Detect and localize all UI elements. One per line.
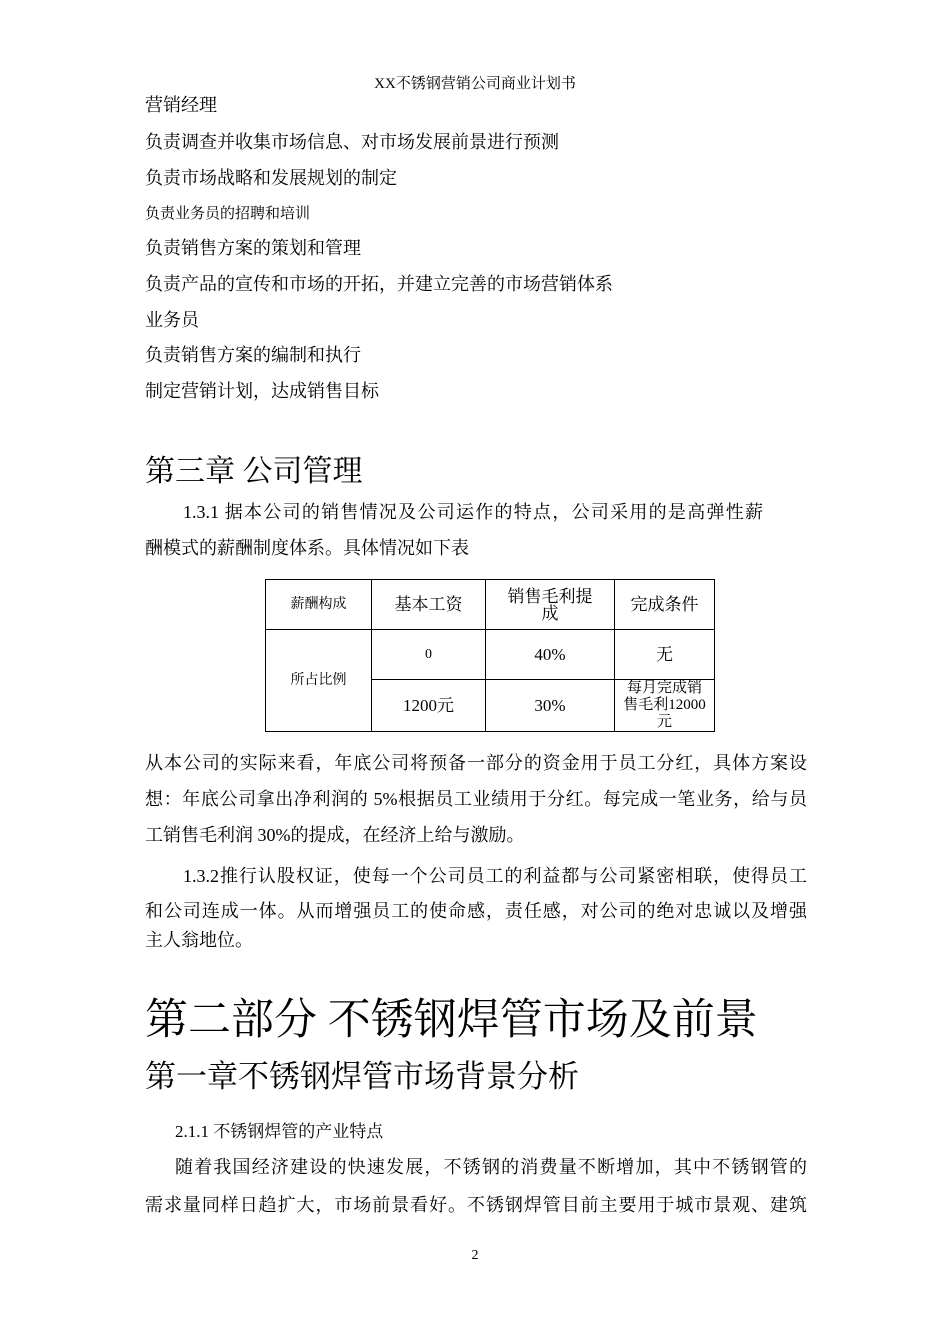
text-line: 负责市场战略和发展规划的制定: [145, 168, 397, 188]
text-line: 负责业务员的招聘和培训: [145, 206, 311, 222]
paragraph-line: 酬模式的薪酬制度体系。具体情况如下表: [145, 538, 469, 558]
table-header: 销售毛利提成: [486, 580, 615, 630]
table-cell: 无: [615, 630, 715, 680]
paragraph-line: 1.3.2推行认股权证，使每一个公司员工的利益都与公司紧密相联，使得员工: [183, 866, 807, 886]
page-header: XX不锈钢营销公司商业计划书: [374, 76, 576, 92]
text-line: 制定营销计划，达成销售目标: [145, 381, 379, 401]
table-cell: 30%: [486, 680, 615, 732]
paragraph-line: 工销售毛利润 30%的提成，在经济上给与激励。: [145, 825, 525, 845]
page-number: 2: [471, 1248, 479, 1263]
section-heading: 2.1.1 不锈钢焊管的产业特点: [175, 1122, 384, 1141]
chapter-heading: 第一章不锈钢焊管市场背景分析: [145, 1059, 579, 1094]
text-line: 负责销售方案的策划和管理: [145, 238, 361, 258]
table-cell: 每月完成销售毛利12000元: [615, 680, 715, 732]
text-line: 负责产品的宣传和市场的开拓，并建立完善的市场营销体系: [145, 274, 613, 294]
salary-table: [265, 579, 715, 732]
text-line: 业务员: [145, 310, 199, 330]
table-header: 基本工资: [372, 580, 486, 630]
text-line: 负责调查并收集市场信息、对市场发展前景进行预测: [145, 132, 559, 152]
paragraph-line: 随着我国经济建设的快速发展，不锈钢的消费量不断增加，其中不锈钢管的: [175, 1157, 807, 1177]
text-line: 营销经理: [145, 95, 217, 115]
paragraph-line: 主人翁地位。: [145, 930, 253, 950]
table-row-label: 所占比例: [266, 630, 372, 732]
table-cell: 1200元: [372, 680, 486, 732]
paragraph-line: 从本公司的实际来看，年底公司将预备一部分的资金用于员工分红，具体方案设: [145, 753, 807, 773]
paragraph-line: 想：年底公司拿出净利润的 5%根据员工业绩用于分红。每完成一笔业务，给与员: [145, 789, 807, 809]
table-cell: 40%: [486, 630, 615, 680]
part-heading: 第二部分 不锈钢焊管市场及前景: [145, 997, 758, 1044]
table-header: 完成条件: [615, 580, 715, 630]
paragraph-line: 和公司连成一体。从而增强员工的使命感，责任感，对公司的绝对忠诚以及增强: [145, 901, 807, 921]
text-line: 负责销售方案的编制和执行: [145, 345, 361, 365]
chapter-heading: 第三章 公司管理: [145, 455, 363, 488]
table-header: 薪酬构成: [266, 580, 372, 630]
paragraph-line: 需求量同样日趋扩大，市场前景看好。不锈钢焊管目前主要用于城市景观、建筑: [145, 1195, 807, 1215]
table-cell: 0: [372, 630, 486, 680]
paragraph-line: 1.3.1 据本公司的销售情况及公司运作的特点，公司采用的是高弹性薪: [183, 502, 763, 522]
